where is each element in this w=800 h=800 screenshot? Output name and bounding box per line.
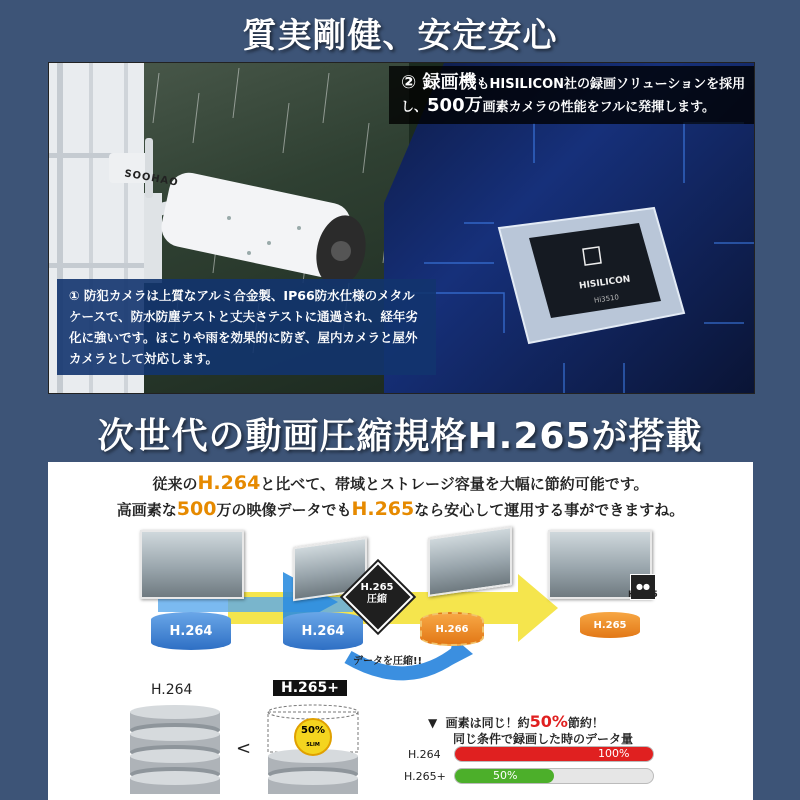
recorder-callout (389, 66, 755, 124)
page-title: 質実剛健、安定安心 (242, 16, 558, 56)
video-thumbnail-3 (428, 526, 512, 597)
compression-badge-text: H.265 圧縮 (360, 582, 394, 605)
desc-l2e: なら安心して運用する事ができますね。 (414, 501, 685, 519)
comparison-sign: < (236, 738, 252, 759)
hisilicon-chip-image (489, 203, 689, 348)
compress-label: データを圧縮!! (353, 656, 423, 667)
desc-l2c: 万の映像データでも (216, 501, 352, 519)
recorder-callout-part3: 500万 (427, 95, 483, 116)
desc-l2a: 高画素な (116, 501, 177, 519)
storage-right-label: H.265+ (273, 680, 347, 696)
desc-l1a: 従来の (152, 475, 198, 493)
savings-line-2: 同じ条件で録画した時のデータ量 (453, 732, 634, 746)
security-camera-image (109, 133, 409, 303)
savings-1b: 50% (529, 712, 568, 731)
feature-panel (48, 62, 755, 394)
desc-l2b: 500 (176, 498, 217, 520)
bar-value-h265plus: 50% (493, 769, 518, 782)
recorder-callout-part1: ② 録画機 (401, 72, 477, 93)
savings-1c: 節約！ (567, 716, 604, 730)
disk-h265-result: H.265 (580, 612, 640, 638)
section-title: 次世代の動画圧縮規格H.265が搭載 (97, 416, 703, 457)
chip-model-label: Hi3510 (593, 293, 620, 305)
savings-marker: ▼ (428, 716, 438, 730)
bar-label-h265plus: H.265+ (404, 770, 446, 783)
slim-badge-pct: 50% (301, 725, 325, 736)
recorder-callout-part2: もHISILICON社の録画ソリューションを採用し、 (401, 77, 746, 115)
video-thumbnail-1 (140, 530, 244, 599)
savings-1a: 画素は同じ！約 (445, 716, 530, 730)
desc-l1c: と比べて、帯域とストレージ容量を大幅に節約可能です。 (260, 475, 649, 493)
savings-line-1 (428, 712, 604, 731)
disk-h264-1: H.264 (151, 612, 231, 650)
desc-l2d: H.265 (351, 498, 415, 520)
hdd-stack-h264 (128, 704, 223, 800)
bar-value-h264: 100% (598, 747, 630, 760)
disk-h264-2: H.264 (283, 612, 363, 650)
camera-callout: ① 防犯カメラは上質なアルミ合金製、IP66防水仕様のメタルケースで、防水防塵テストと丈夫さテストに通過され、経年劣化に強いです。ほこりや雨を効果的に防ぎ、屋内カメラと屋外カメラとして対応します。 (57, 279, 436, 375)
result-badge: H.265 (628, 590, 658, 600)
bar-track-h265plus (454, 768, 654, 784)
camera-brand-label: SOOHAO (123, 168, 180, 189)
slim-badge-sub: SLIM (306, 742, 320, 748)
compression-panel (48, 462, 753, 800)
video-camera-icon: ●● (630, 574, 656, 600)
desc-l1b: H.264 (197, 472, 261, 494)
recorder-callout-part4: 画素カメラの性能をフルに発揮します。 (482, 100, 716, 115)
disk-h266: H.266 (420, 612, 484, 646)
slim-badge (294, 718, 332, 756)
chip-brand-label: HISILICON (578, 274, 632, 292)
bar-label-h264: H.264 (408, 748, 441, 761)
storage-left-label: H.264 (151, 682, 193, 698)
